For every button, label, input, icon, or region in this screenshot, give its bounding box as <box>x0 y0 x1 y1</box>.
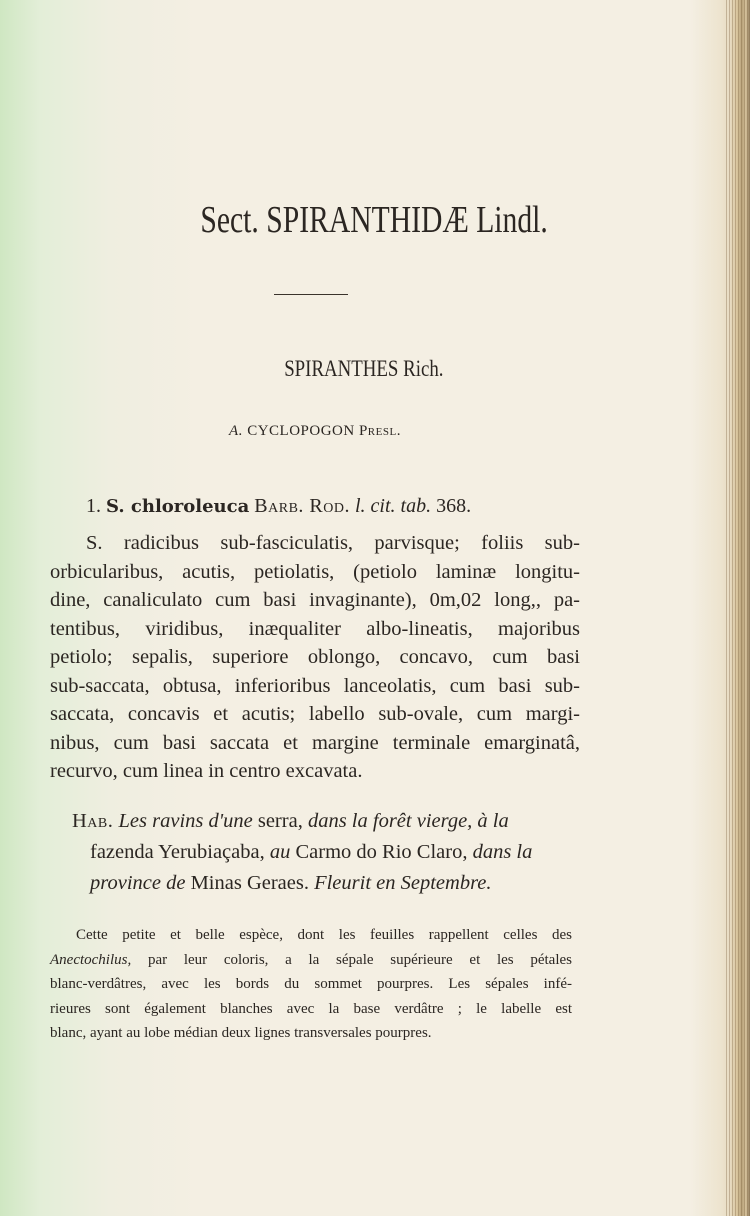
description-line: petiolo; sepalis, superiore oblongo, concavo, cum basi <box>50 646 580 668</box>
habitat-text: dans la forêt vierge, à la <box>307 810 509 832</box>
subsection-name: CYCLOPOGON <box>247 423 355 439</box>
note-line: Cette petite et belle espèce, dont les feuilles rappellent celles des <box>76 927 572 943</box>
habitat-label: Hab. <box>72 810 114 832</box>
latin-description <box>50 529 580 786</box>
description-line: S. radicibus sub-fasciculatis, parvisque; foliis sub- <box>86 532 580 554</box>
note-text: par leur coloris, a la sépale supérieure et les pétales <box>147 951 572 968</box>
species-author: Barb. Rod. <box>254 495 350 517</box>
note-line: blanc, ayant au lobe médian deux lignes transversales pourpres. <box>50 1025 432 1041</box>
description-line: sub-saccata, obtusa, inferioribus lanceolatis, cum basi sub- <box>50 674 580 697</box>
species-number: 1. <box>86 495 101 517</box>
note-genus: Anectochilus, <box>50 951 132 968</box>
title-rule <box>274 294 348 295</box>
description-line: dine, canaliculato cum basi invaginante), 0m,02 long,, pa- <box>50 589 580 611</box>
habitat-text: fazenda Yerubiaçaba, <box>90 841 265 863</box>
habitat-text: Fleurit en Septembre. <box>314 872 492 894</box>
habitat-text: province de <box>90 872 186 894</box>
habitat-text: dans la <box>472 841 533 863</box>
species-tab: tab. <box>400 495 432 517</box>
description-line: saccata, concavis et acutis; labello sub-ovale, cum margi- <box>50 703 580 725</box>
species-heading <box>86 495 471 518</box>
habitat-text: Les ravins d'une <box>118 810 253 832</box>
habitat-text: serra, <box>257 810 303 832</box>
french-note <box>50 923 572 1046</box>
description-line: nibus, cum basi saccata et margine terminale emarginatâ, <box>50 731 580 754</box>
habitat-text: Minas Geraes. <box>190 872 309 894</box>
species-reference: l. cit. <box>354 495 396 517</box>
genus-title: SPIRANTHES Rich. <box>284 356 444 381</box>
habitat-text: au <box>269 841 291 863</box>
note-line: rieures sont également blanches avec la base verdâtre ; le labelle est <box>50 1000 572 1017</box>
habitat-text: Carmo do Rio Claro, <box>295 841 468 863</box>
note-line <box>50 948 572 973</box>
species-name: S. chloroleuca <box>106 496 250 517</box>
section-title: Sect. SPIRANTHIDÆ Lindl. <box>200 199 548 241</box>
subsection-letter: A. <box>229 423 243 439</box>
description-line: tentibus, viridibus, inæqualiter albo-lineatis, majoribus <box>50 617 580 640</box>
species-plate: 368. <box>436 495 472 517</box>
subsection-author: Presl. <box>358 423 401 439</box>
subsection-heading <box>0 423 630 440</box>
description-line: recurvo, cum linea in centro excavata. <box>50 760 363 782</box>
description-line: orbicularibus, acutis, petiolatis, (petiolo laminæ longitu- <box>50 560 580 583</box>
habitat-block <box>50 806 580 899</box>
note-line: blanc-verdâtres, avec les bords du sommet pourpres. Les sépales infé- <box>50 976 572 992</box>
